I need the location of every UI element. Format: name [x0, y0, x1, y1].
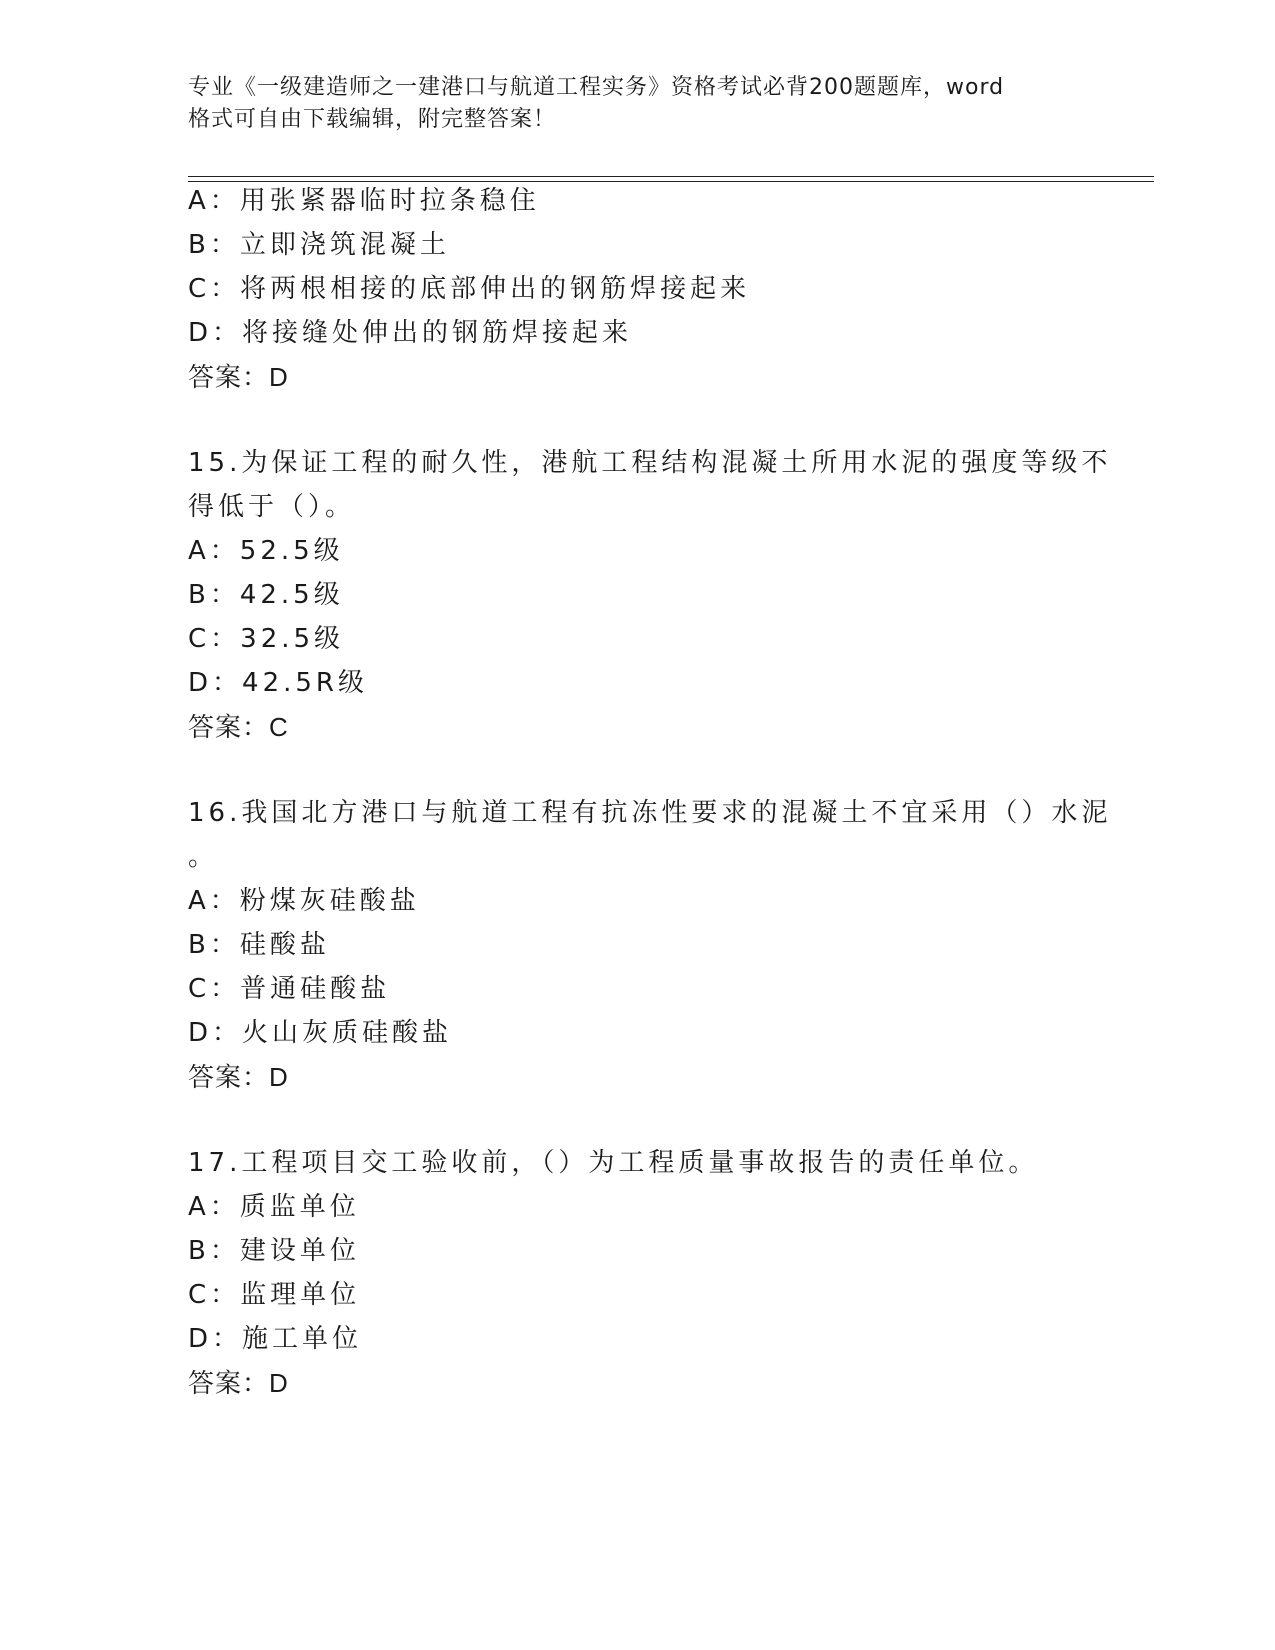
q17-answer: 答案：D [188, 1368, 289, 1398]
q15-stem-line-2: 得低于（）。 [188, 492, 356, 522]
q15-option-a: A：52.5级 [188, 536, 344, 566]
q16-stem-line-2: 。 [188, 842, 219, 872]
q17-stem-line-1: 17.工程项目交工验收前，（）为工程质量事故报告的责任单位。 [188, 1148, 1039, 1178]
q15-option-c: C：32.5级 [188, 624, 345, 654]
q14-option-c: C：将两根相接的底部伸出的钢筋焊接起来 [188, 274, 751, 304]
q14-option-a: A：用张紧器临时拉条稳住 [188, 186, 540, 216]
header-title-line-2: 格式可自由下载编辑，附完整答案！ [188, 107, 557, 132]
q14-option-d: D：将接缝处伸出的钢筋焊接起来 [188, 318, 633, 348]
header-divider-bottom [188, 181, 1154, 182]
q14-option-b: B：立即浇筑混凝土 [188, 230, 450, 260]
q16-option-c: C：普通硅酸盐 [188, 974, 391, 1004]
q15-answer: 答案：C [188, 712, 289, 742]
q17-option-a: A：质监单位 [188, 1192, 360, 1222]
header-divider-top [188, 176, 1154, 177]
q15-option-d: D：42.5R级 [188, 668, 368, 698]
q15-option-b: B：42.5级 [188, 580, 344, 610]
q16-option-d: D：火山灰质硅酸盐 [188, 1018, 453, 1048]
q15-stem-line-1: 15.为保证工程的耐久性，港航工程结构混凝土所用水泥的强度等级不 [188, 448, 1112, 478]
q16-option-b: B：硅酸盐 [188, 930, 330, 960]
q16-stem-line-1: 16.我国北方港口与航道工程有抗冻性要求的混凝土不宜采用（）水泥 [188, 798, 1112, 828]
q17-option-d: D：施工单位 [188, 1324, 363, 1354]
q14-answer: 答案：D [188, 362, 289, 392]
q16-answer: 答案：D [188, 1062, 289, 1092]
header-title-line-1: 专业《一级建造师之一建港口与航道工程实务》资格考试必背200题题库，word [188, 75, 1005, 100]
q17-option-c: C：监理单位 [188, 1280, 361, 1310]
document-header [188, 72, 1068, 136]
q17-option-b: B：建设单位 [188, 1236, 360, 1266]
q16-option-a: A：粉煤灰硅酸盐 [188, 886, 420, 916]
